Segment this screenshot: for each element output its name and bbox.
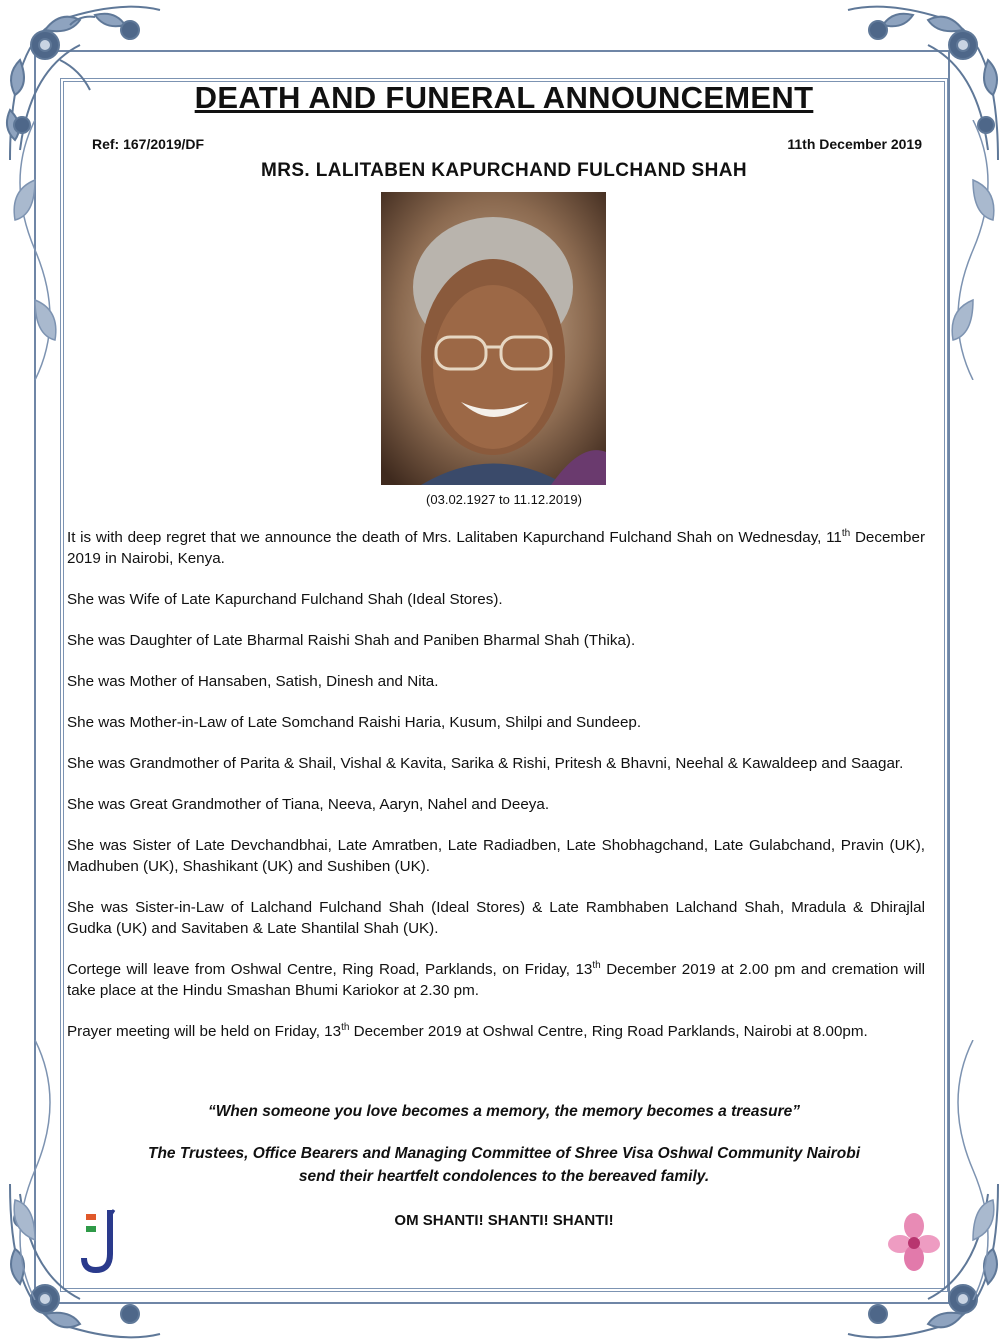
paragraph-cortege: Cortege will leave from Oshwal Centre, Ring Road, Parklands, on Friday, 13th December 2019 at 2.00 pm and cremation will take place at the Hindu Smashan Bhumi Kariokor at 2.30 pm. xyxy=(67,959,925,999)
paragraph-sister: She was Sister of Late Devchandbhai, Late Amratben, Late Radiadben, Late Shobhagchand, Late Gulabchand, Pravin (UK), Madhuben (UK), Shashikant (UK) and Sushiben (UK). xyxy=(67,837,925,875)
paragraph-sister-in-law: She was Sister-in-Law of Lalchand Fulchand Shah (Ideal Stores) & Late Rambhaben Lalchand Shah, Mradula & Dhirajlal Gudka (UK) and Savitaben & Late Shantilal Shah (UK). xyxy=(67,899,925,937)
community-logo-icon xyxy=(80,1206,122,1274)
condolence-message: The Trustees, Office Bearers and Managing Committee of Shree Visa Oshwal Community Nairobi send their heartfelt condolences to the bereaved family. xyxy=(147,1145,861,1185)
lifespan-caption: (03.02.1927 to 11.12.2019) xyxy=(426,492,582,507)
paragraph-daughter: She was Daughter of Late Bharmal Raishi Shah and Paniben Bharmal Shah (Thika). xyxy=(67,632,636,649)
paragraph-death-notice: It is with deep regret that we announce the death of Mrs. Lalitaben Kapurchand Fulchand Shah on Wednesday, 11th December 2019 in Nairobi, Kenya. xyxy=(67,527,926,567)
closing-prayer: OM SHANTI! SHANTI! SHANTI! xyxy=(394,1212,614,1229)
paragraph-mother: She was Mother of Hansaben, Satish, Dinesh and Nita. xyxy=(67,673,439,690)
orchid-flower-icon xyxy=(888,1212,940,1274)
reference-number: Ref: 167/2019/DF xyxy=(92,136,205,152)
paragraph-prayer-meeting: Prayer meeting will be held on Friday, 13th December 2019 at Oshwal Centre, Ring Road Parklands, Nairobi at 8.00pm. xyxy=(67,1021,868,1040)
page-title: DEATH AND FUNERAL ANNOUNCEMENT xyxy=(194,80,814,115)
paragraph-great-grandmother: She was Great Grandmother of Tiana, Neeva, Aaryn, Nahel and Deeya. xyxy=(67,796,550,813)
announcement-body xyxy=(67,527,925,1062)
announcement-date: 11th December 2019 xyxy=(787,136,922,152)
paragraph-wife: She was Wife of Late Kapurchand Fulchand Shah (Ideal Stores). xyxy=(67,591,503,608)
portrait-photo xyxy=(381,192,606,485)
paragraph-mother-in-law: She was Mother-in-Law of Late Somchand Raishi Haria, Kusum, Shilpi and Sundeep. xyxy=(67,714,642,731)
paragraph-grandmother: She was Grandmother of Parita & Shail, Vishal & Kavita, Sarika & Rishi, Pritesh & Bhavni, Neehal & Kawaldeep and Saagar. xyxy=(67,755,904,772)
memorial-quote: “When someone you love becomes a memory, the memory becomes a treasure” xyxy=(207,1103,801,1120)
deceased-name: MRS. LALITABEN KAPURCHAND FULCHAND SHAH xyxy=(261,160,747,181)
portrait-icon xyxy=(381,192,606,485)
